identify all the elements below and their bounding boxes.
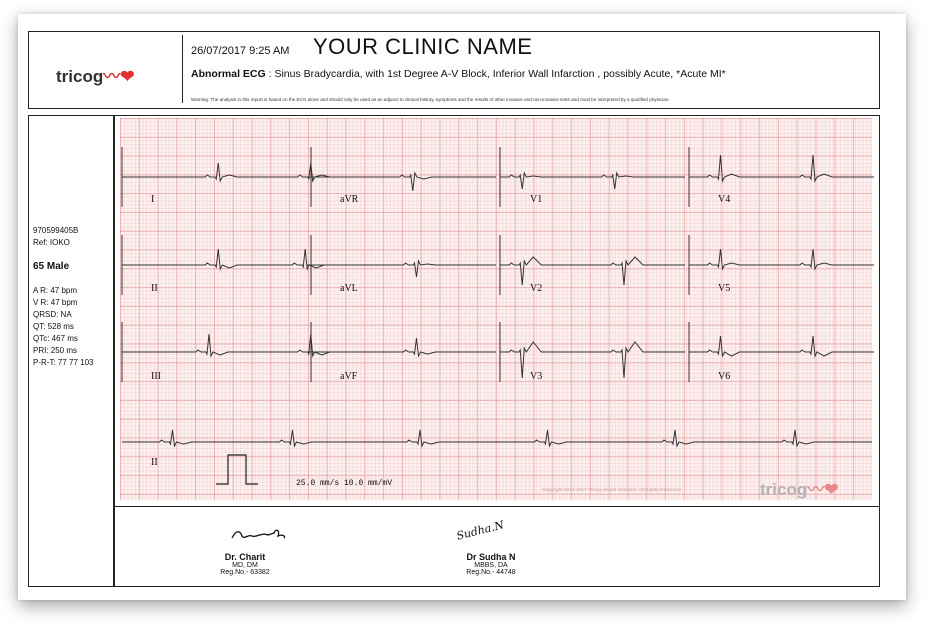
lead-label-aVF: aVF <box>340 371 358 382</box>
ecg-trace-aVF <box>311 338 496 356</box>
ecg-trace-V5 <box>689 249 874 269</box>
measure-prt: P-R-T: 77 77 103 <box>33 358 94 367</box>
lead-label-V4: V4 <box>718 194 731 205</box>
ecg-trace-rhythm-II <box>122 430 872 446</box>
diagnosis-label: Abnormal ECG <box>191 68 266 80</box>
doctor-1-qual: MD, DM <box>232 562 258 569</box>
ecg-trace-V2 <box>500 257 685 285</box>
ecg-trace-aVR <box>311 173 496 191</box>
ecg-trace-V3 <box>500 342 685 378</box>
signature-sudha-text: Sudha.N <box>455 518 506 543</box>
tricog-watermark-logo: tricog〰❤ <box>760 480 839 499</box>
ecg-trace-V4 <box>689 155 874 181</box>
lead-label-II: II <box>151 283 158 294</box>
lead-label-I: I <box>151 194 155 205</box>
patient-ref: Ref: IOKO <box>33 238 70 247</box>
ecg-trace-II <box>122 249 324 269</box>
doctor-1-name: Dr. Charit <box>224 552 266 562</box>
measure-pri: PRI: 250 ms <box>33 346 78 355</box>
heart-icon: 〰❤ <box>807 480 839 499</box>
measure-qt: QT: 528 ms <box>33 322 74 331</box>
doctor-2-name: Dr Sudha N <box>466 552 516 562</box>
lead-label-aVR: aVR <box>340 194 359 205</box>
lead-label-V3: V3 <box>530 371 543 382</box>
scale-text: 25.0 mm/s 10.0 mm/mV <box>296 479 393 488</box>
warning-text: Warning: The analysis in this report is based on the ECG alone and should only be used as an adjunct to clinical history, symptoms and the results of other invasive and non-invasive tests and must be interpreted by a qualified physician. <box>191 97 670 102</box>
ecg-trace-III <box>122 334 330 356</box>
lead-label-V2: V2 <box>530 283 543 294</box>
doctor-2-qual: MBBS, DA <box>474 562 508 569</box>
measure-qtc: QTc: 467 ms <box>33 334 78 343</box>
clinic-name: YOUR CLINIC NAME <box>313 34 533 59</box>
ecg-trace-aVL <box>311 261 496 277</box>
lead-label-V1: V1 <box>530 194 543 205</box>
patient-id: 970599405B <box>33 226 79 235</box>
doctor-1-reg: Reg.No.- 63382 <box>220 569 270 576</box>
ecg-trace-V6 <box>689 336 874 356</box>
ecg-report-sheet <box>18 14 906 600</box>
tricog-logo: tricog〰❤ <box>56 67 135 86</box>
report-datetime: 26/07/2017 9:25 AM <box>191 45 290 57</box>
lead-label-V6: V6 <box>718 371 731 382</box>
heart-icon: 〰❤ <box>103 67 135 86</box>
doctor-2-reg: Reg.No.- 44748 <box>466 569 516 576</box>
ecg-trace-V1 <box>500 173 685 189</box>
ecg-trace-I <box>122 163 330 181</box>
lead-label-III: III <box>151 371 161 382</box>
copyright: Copyright 2014-2017 Tricog Health Services. All Rights Reserved. <box>542 488 682 493</box>
measure-ar: A R: 47 bpm <box>33 286 78 295</box>
calibration-pulse <box>216 455 258 484</box>
patient-age-sex: 65 Male <box>33 261 70 272</box>
lead-label-II-rhythm: II <box>151 457 158 468</box>
diagnosis-text: : Sinus Bradycardia, with 1st Degree A-V Block, Inferior Wall Infarction , possibly Acute, *Acute MI* <box>268 68 726 80</box>
lead-label-aVL: aVL <box>340 283 358 294</box>
measure-qrsd: QRSD: NA <box>33 310 72 319</box>
doctor-2 <box>446 552 536 576</box>
doctor-1 <box>200 552 290 576</box>
signature-sudha <box>452 518 522 550</box>
lead-label-V5: V5 <box>718 283 731 294</box>
signature-charit <box>228 520 288 548</box>
measure-vr: V R: 47 bpm <box>33 298 78 307</box>
